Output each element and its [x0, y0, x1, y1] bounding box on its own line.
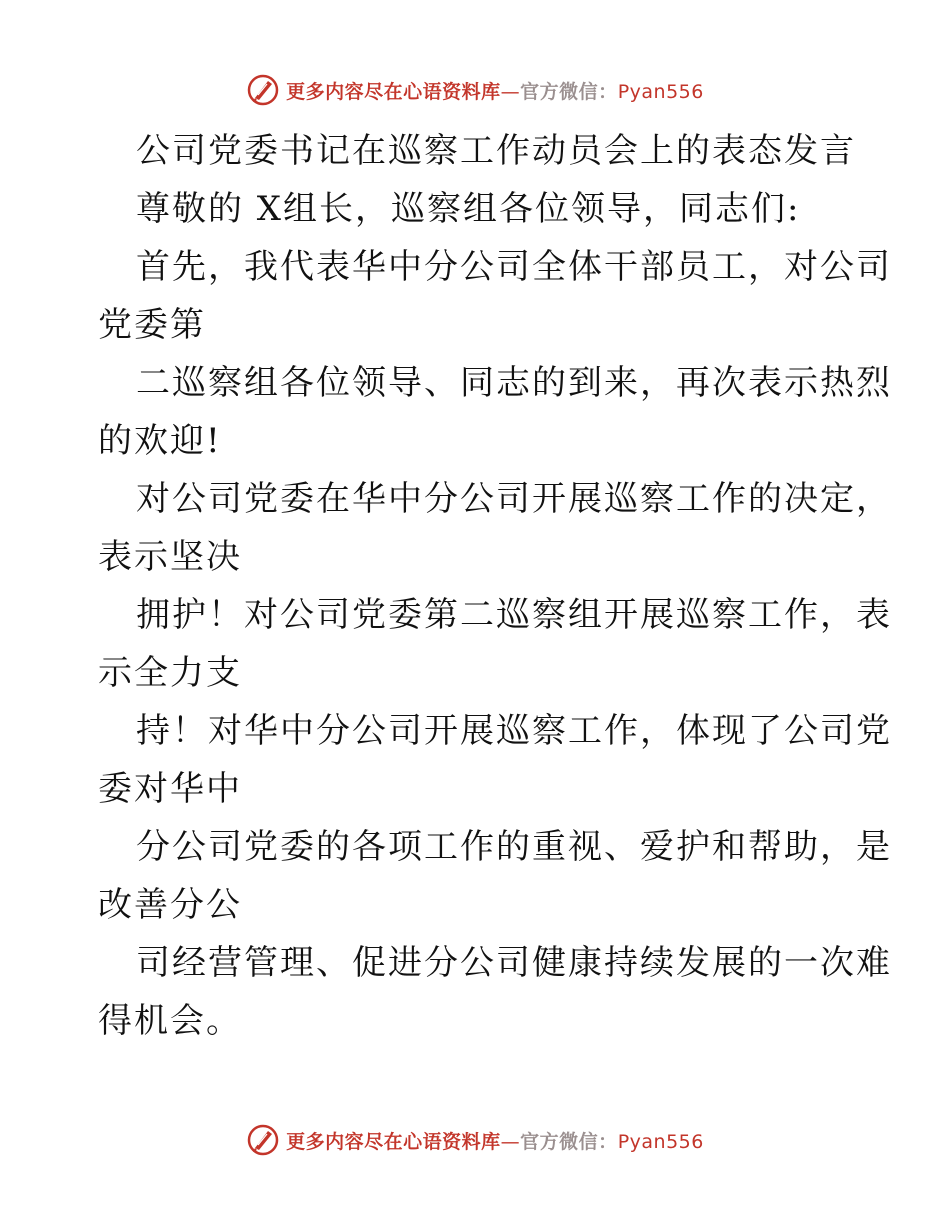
text-line: 的欢迎!	[98, 421, 222, 461]
banner-main: 更多内容尽在心语资料库	[286, 80, 501, 103]
banner-dash: —	[500, 80, 521, 103]
text-line: 拥护！对公司党委第二巡察组开展巡察工作，表	[136, 595, 892, 635]
banner-wx-label: 官方微信：	[520, 80, 618, 103]
text-line: 尊敬的 X组长，巡察组各位领导，同志们:	[136, 189, 801, 229]
text-line: 分公司党委的各项工作的重视、爱护和帮助，是	[136, 827, 892, 867]
text-line: 委对华中	[98, 769, 242, 809]
text-line: 二巡察组各位领导、同志的到来，再次表示热烈	[136, 363, 892, 403]
banner-wx-label: 官方微信：	[520, 1130, 618, 1153]
text-line: 改善分公	[98, 885, 242, 925]
text-line: 示全力支	[98, 653, 242, 693]
banner-main: 更多内容尽在心语资料库	[286, 1130, 501, 1153]
text-line: 对公司党委在华中分公司开展巡察工作的决定，	[136, 479, 892, 519]
quill-pen-logo-icon	[246, 1123, 280, 1157]
banner-dash: —	[500, 1130, 521, 1153]
banner-text	[286, 77, 704, 104]
text-line: 司经营管理、促进分公司健康持续发展的一次难	[136, 943, 892, 983]
text-line: 表示坚决	[98, 537, 242, 577]
text-line: 首先，我代表华中分公司全体干部员工，对公司	[136, 247, 892, 287]
text-line: 得机会。	[98, 1001, 242, 1041]
footer-banner	[0, 1120, 950, 1160]
banner-text	[286, 1127, 704, 1154]
quill-pen-logo-icon	[246, 73, 280, 107]
text-line: 持！对华中分公司开展巡察工作，体现了公司党	[136, 711, 892, 751]
banner-wx-id: Pyan556	[617, 80, 704, 103]
banner-wx-id: Pyan556	[617, 1130, 704, 1153]
text-line: 公司党委书记在巡察工作动员会上的表态发言	[136, 131, 856, 171]
header-banner	[0, 70, 950, 110]
text-line: 党委第	[98, 305, 206, 345]
document-body	[98, 122, 892, 1050]
